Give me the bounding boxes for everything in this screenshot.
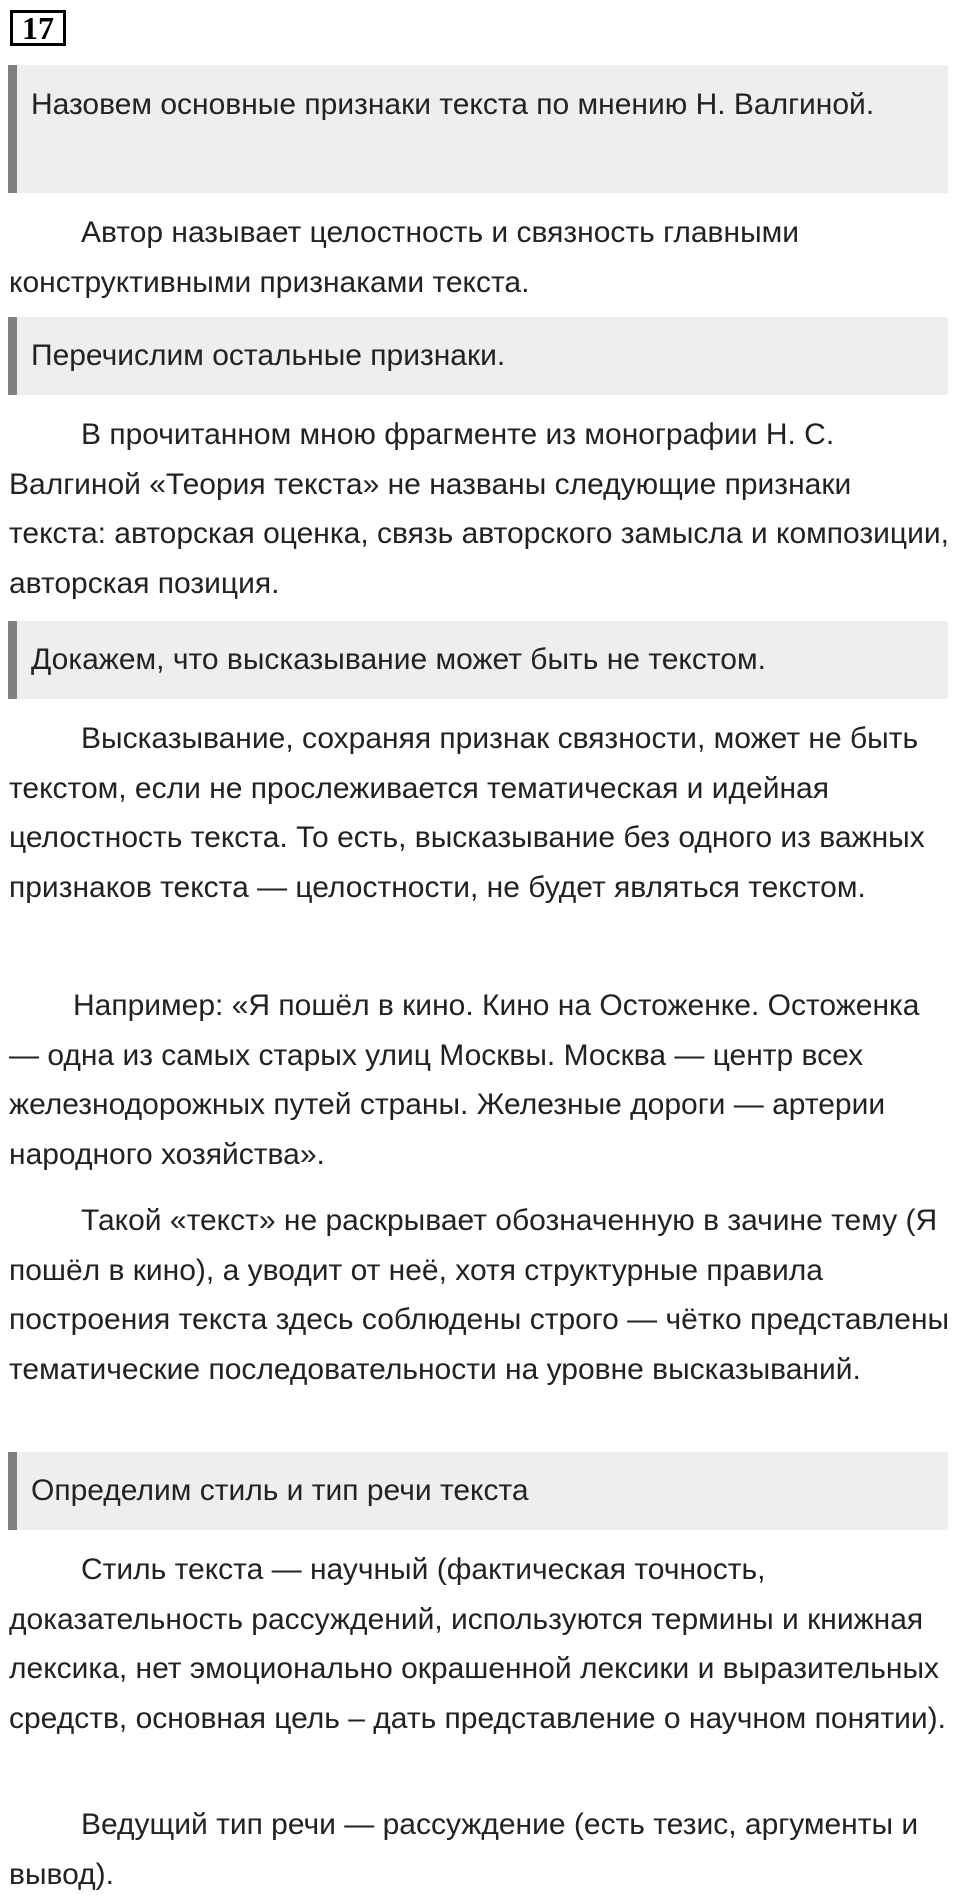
answer-paragraph-speech-type: Ведущий тип речи — рассуждение (есть тезис, аргументы и вывод). [9,1808,919,1891]
answer-paragraph-other-features: В прочитанном мною фрагменте из монографии Н. С. Валгиной «Теория текста» не названы следующие признаки текста: авторская оценка, связь авторского замысла и композиции, авторская позиция. [9,418,949,600]
answer-paragraph-explanation: Такой «текст» не раскрывает обозначенную в зачине тему (Я пошёл в кино), а уводит от неё, хотя структурные правила построения текста здесь соблюдены строго — чётко представлены тематические последовательности на уровне высказываний. [9,1204,950,1386]
question-block-main-features: Назовем основные признаки текста по мнению Н. Валгиной. [8,65,948,193]
answer-paragraph-main-features: Автор называет целостность и связность главными конструктивными признаками текста. [9,216,800,299]
answer-paragraph-example: Например: «Я пошёл в кино. Кино на Остоженке. Остоженка — одна из самых старых улиц Москвы. Москва — центр всех железнодорожных путей страны. Железные дороги — артерии народного хозяйства». [9,989,920,1171]
task-number-badge: 17 [10,10,66,46]
question-block-not-text-proof: Докажем, что высказывание может быть не текстом. [8,621,948,699]
question-block-other-features: Перечислим остальные признаки. [8,317,948,395]
question-block-style-and-type: Определим стиль и тип речи текста [8,1452,948,1530]
answer-paragraph-style: Стиль текста — научный (фактическая точность, доказательность рассуждений, используются термины и книжная лексика, нет эмоционально окрашенной лексики и выразительных средств, основная цель – дать представление о научном понятии). [9,1553,946,1735]
answer-paragraph-coherence: Высказывание, сохраняя признак связности, может не быть текстом, если не прослеживается тематическая и идейная целостность текста. То есть, высказывание без одного из важных признаков текста — целостности, не будет являться текстом. [9,722,925,904]
